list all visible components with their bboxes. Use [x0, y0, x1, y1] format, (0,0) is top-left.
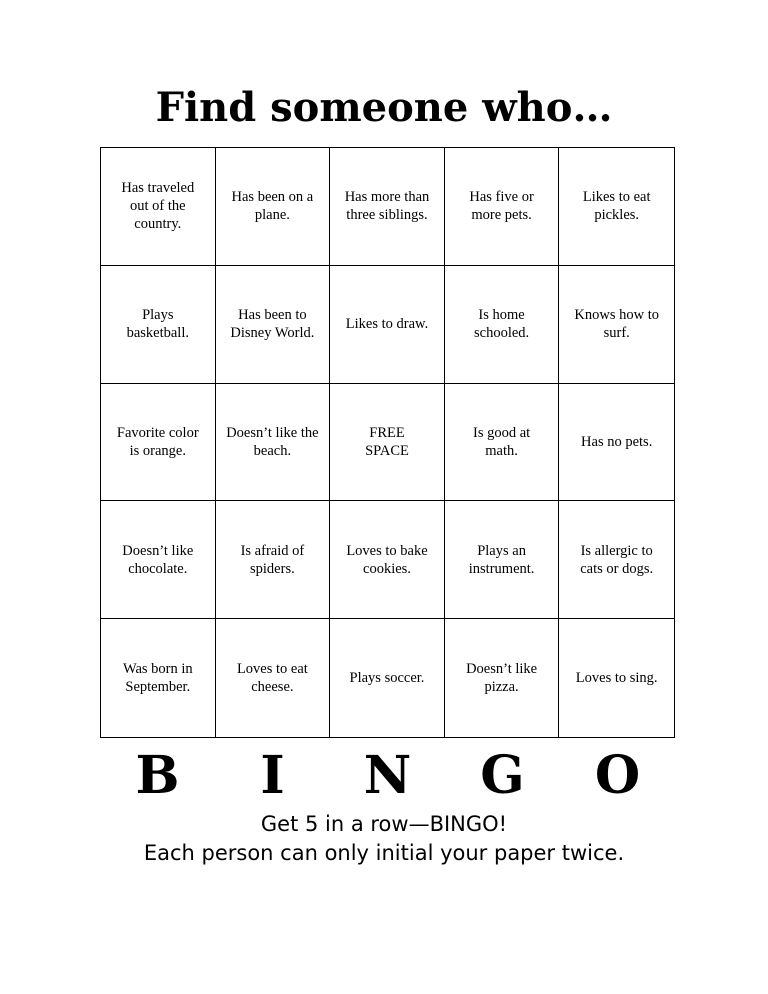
bingo-cell: Is afraid of spiders.: [216, 501, 331, 619]
bingo-cell: Doesn’t like the beach.: [216, 384, 331, 502]
bingo-cell: Has been on a plane.: [216, 148, 331, 266]
bingo-cell: Doesn’t like pizza.: [445, 619, 560, 737]
bingo-letter-o: O: [594, 745, 641, 806]
bingo-cell: Was born in September.: [101, 619, 216, 737]
bingo-cell: Loves to bake cookies.: [330, 501, 445, 619]
bingo-letter-i: I: [260, 745, 285, 806]
bingo-header: [100, 744, 675, 808]
bingo-letter-g: G: [480, 745, 525, 806]
bingo-cell: Loves to sing.: [575, 670, 658, 687]
bingo-cell: Is good at math.: [445, 384, 560, 502]
bingo-cell: Favorite color is orange.: [101, 384, 216, 502]
bingo-cell: Loves to eat cheese.: [216, 619, 331, 737]
bingo-cell: Has no pets.: [559, 384, 674, 502]
bingo-cell: Plays an instrument.: [445, 501, 560, 619]
bingo-cell: Likes to eat pickles.: [559, 148, 674, 266]
page-title: Find someone who…: [155, 84, 613, 131]
bingo-cell: Has more than three siblings.: [330, 148, 445, 266]
bingo-cell: Has traveled out of the country.: [101, 148, 216, 266]
bingo-cell: Is allergic to cats or dogs.: [559, 501, 674, 619]
bingo-cell: Has five or more pets.: [445, 148, 560, 266]
bingo-cell: Is home schooled.: [445, 266, 560, 384]
free-space-cell: FREE SPACE: [330, 384, 445, 502]
bingo-letter-b: B: [135, 745, 180, 806]
instruction-line-2: Each person can only initial your paper twice.: [143, 841, 625, 865]
bingo-cell: Knows how to surf.: [559, 266, 674, 384]
bingo-cell: Likes to draw.: [330, 266, 445, 384]
bingo-cell: Doesn’t like chocolate.: [101, 501, 216, 619]
bingo-cell: Has been to Disney World.: [216, 266, 331, 384]
bingo-grid: [100, 147, 675, 738]
bingo-cell: Plays basketball.: [101, 266, 216, 384]
bingo-letter-n: N: [363, 745, 412, 806]
instruction-line-1: Get 5 in a row—BINGO!: [260, 812, 508, 836]
bingo-cell: Plays soccer.: [330, 619, 445, 737]
